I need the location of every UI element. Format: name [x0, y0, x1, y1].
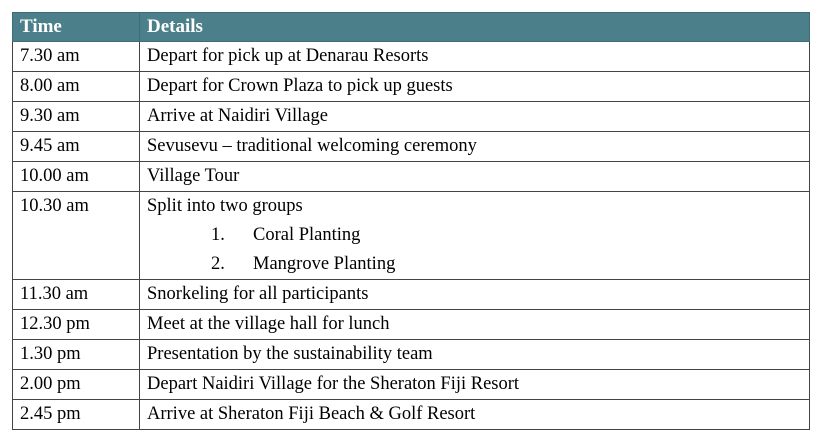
row-details: Depart for Crown Plaza to pick up guests: [140, 72, 810, 102]
row-time: 9.30 am: [13, 102, 140, 132]
list-item: [211, 221, 809, 250]
table-row: [13, 280, 810, 310]
row-details: Arrive at Sheraton Fiji Beach & Golf Resort: [140, 400, 810, 430]
row-details: Split into two groups: [147, 196, 303, 216]
row-time: 8.00 am: [13, 72, 140, 102]
table-row: [13, 162, 810, 192]
row-time: 11.30 am: [13, 280, 140, 310]
table-row: [13, 132, 810, 162]
row-details: Arrive at Naidiri Village: [140, 102, 810, 132]
table-row: [13, 370, 810, 400]
row-details: Depart for pick up at Denarau Resorts: [140, 42, 810, 72]
row-details-cell: [140, 192, 810, 280]
table-row: [13, 102, 810, 132]
row-time: 2.00 pm: [13, 370, 140, 400]
row-time: 9.45 am: [13, 132, 140, 162]
table-row: [13, 400, 810, 430]
list-item-number: 2.: [211, 254, 225, 274]
row-details: Meet at the village hall for lunch: [140, 310, 810, 340]
table-row: [13, 72, 810, 102]
row-time: 1.30 pm: [13, 340, 140, 370]
group-list: [147, 221, 809, 279]
table-row: [13, 340, 810, 370]
row-time: 10.00 am: [13, 162, 140, 192]
row-time: 10.30 am: [13, 192, 140, 280]
row-details: Depart Naidiri Village for the Sheraton Fiji Resort: [140, 370, 810, 400]
table-row: [13, 42, 810, 72]
table-row: [13, 310, 810, 340]
list-item: [211, 250, 809, 279]
row-details: Snorkeling for all participants: [140, 280, 810, 310]
table-header-row: [13, 13, 810, 42]
row-time: 2.45 pm: [13, 400, 140, 430]
row-details: Village Tour: [140, 162, 810, 192]
row-details: Presentation by the sustainability team: [140, 340, 810, 370]
row-time: 12.30 pm: [13, 310, 140, 340]
header-time: Time: [13, 13, 140, 42]
table-row: [13, 192, 810, 280]
list-item-text: Coral Planting: [253, 225, 361, 245]
header-details: Details: [140, 13, 810, 42]
list-item-text: Mangrove Planting: [253, 254, 396, 274]
list-item-number: 1.: [211, 225, 225, 245]
row-details: Sevusevu – traditional welcoming ceremony: [140, 132, 810, 162]
schedule-table: [12, 12, 810, 430]
row-time: 7.30 am: [13, 42, 140, 72]
